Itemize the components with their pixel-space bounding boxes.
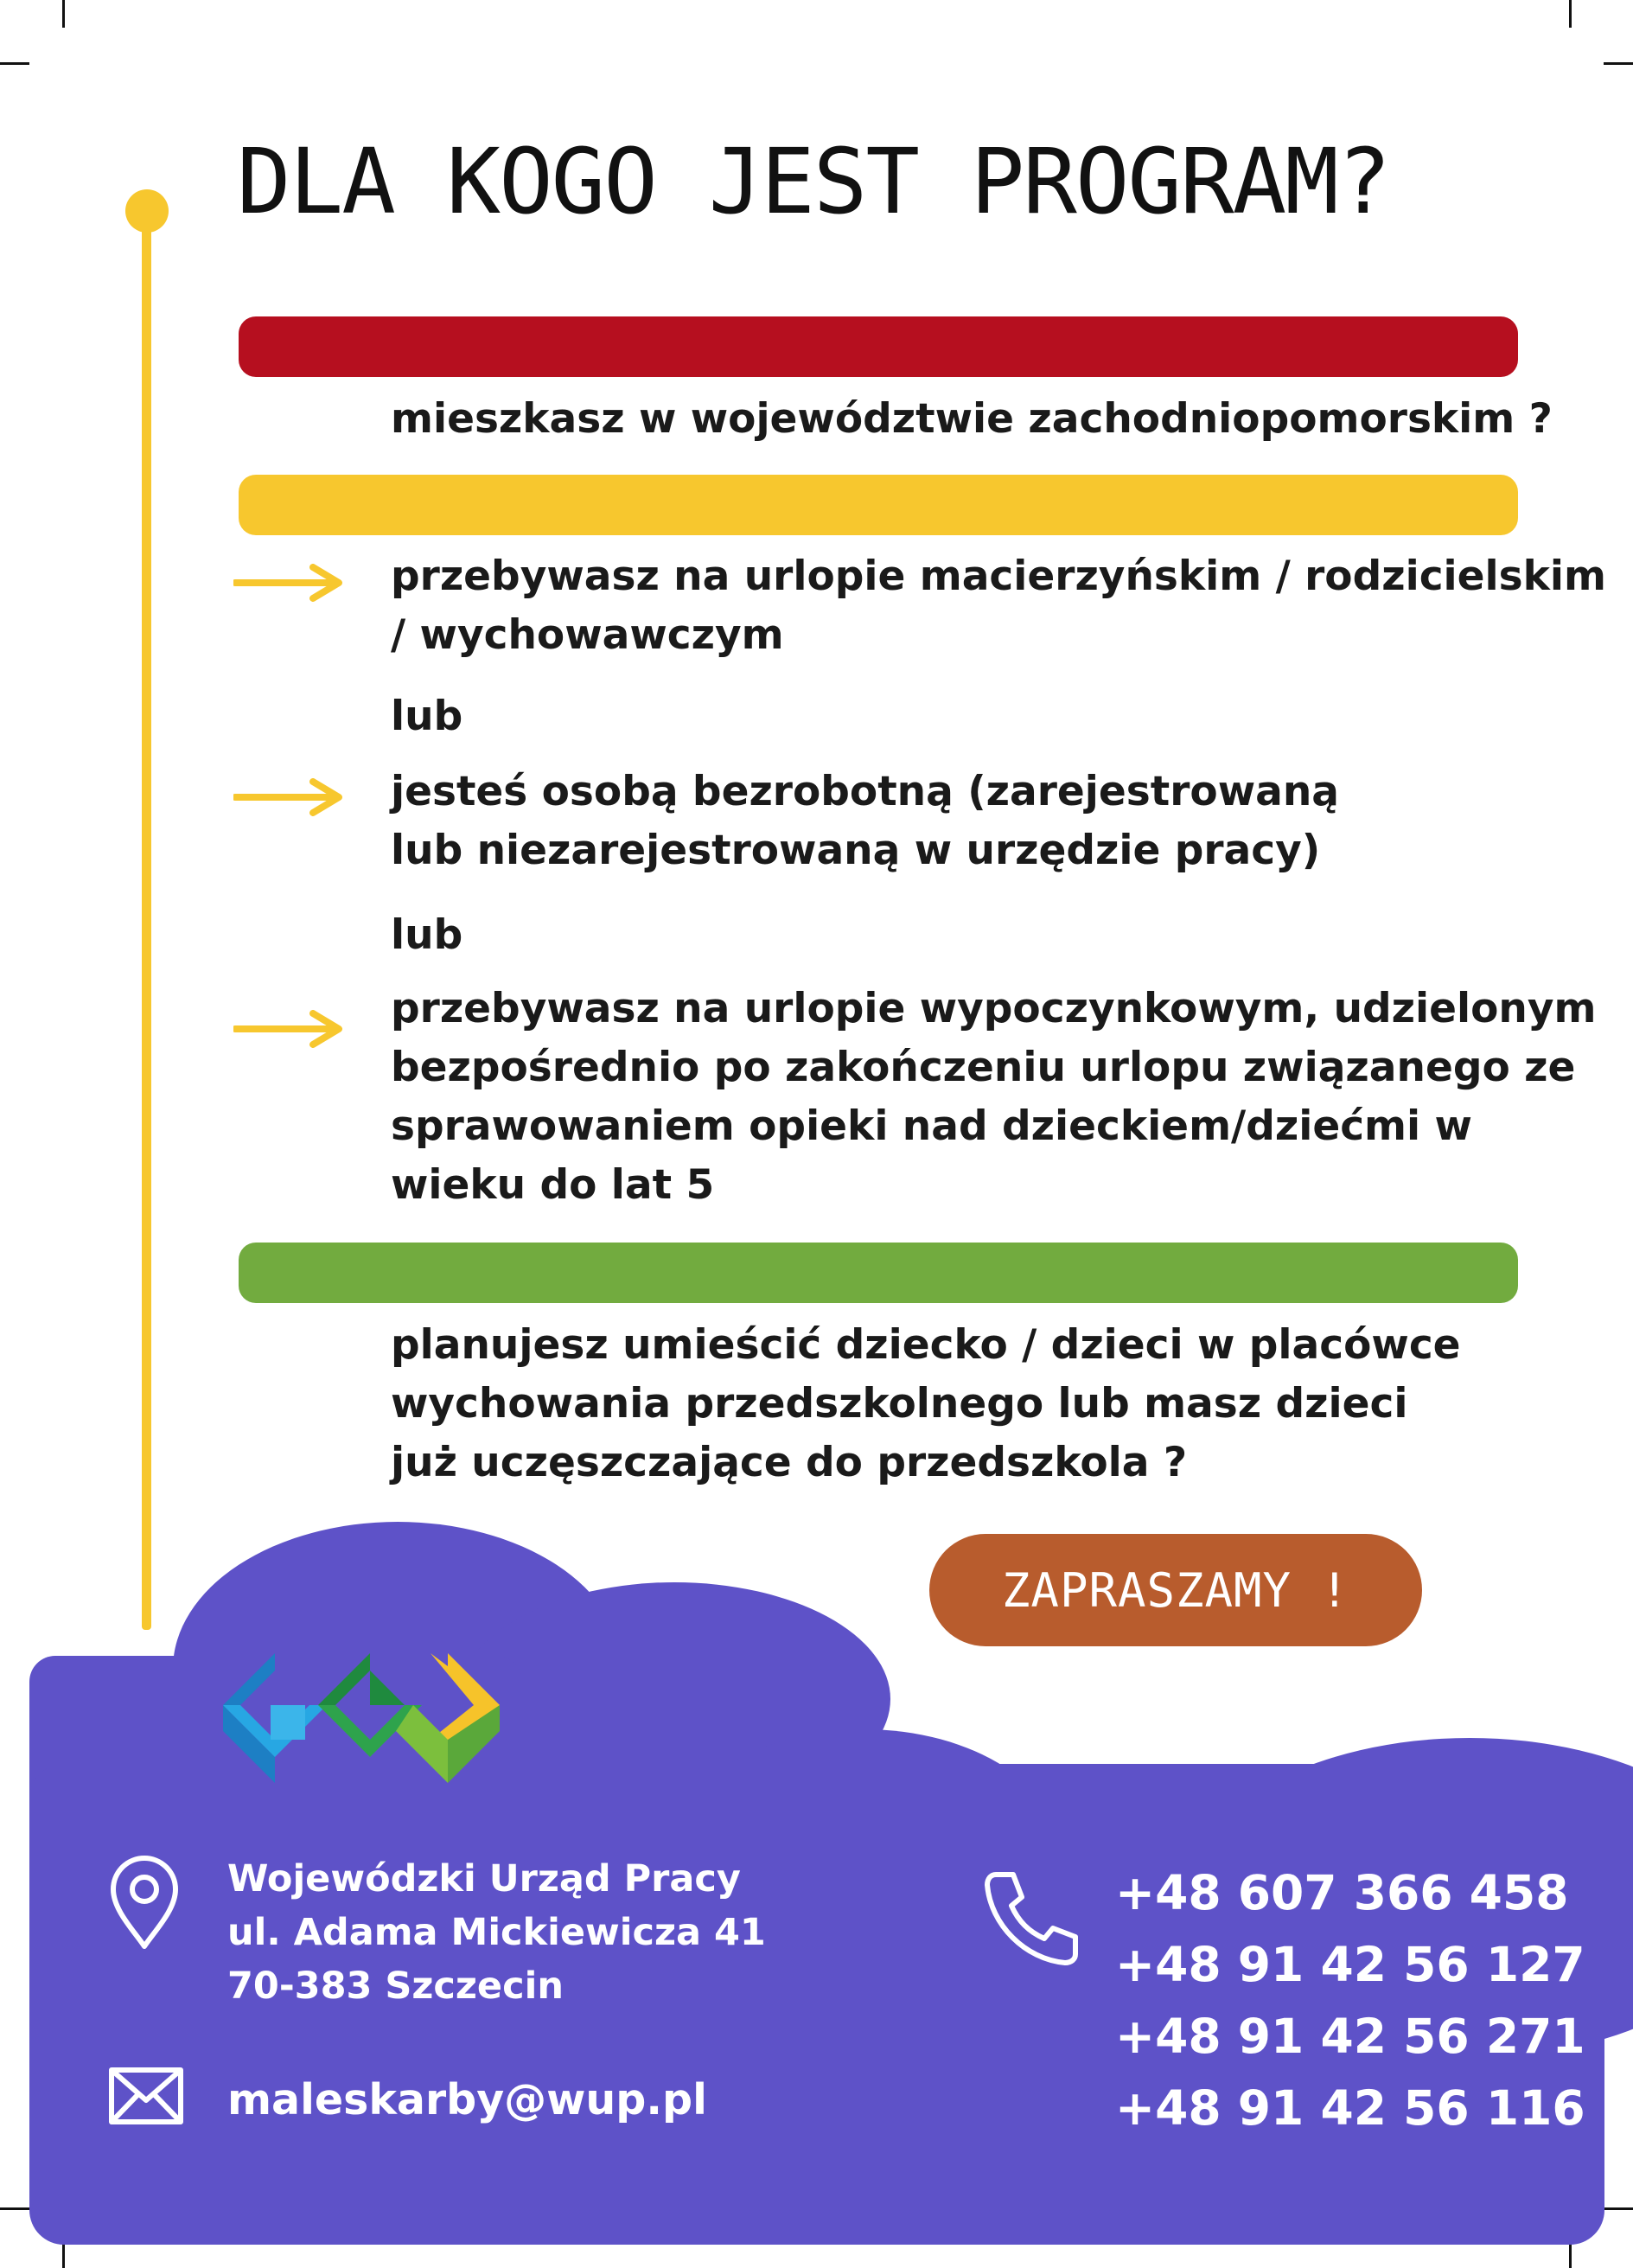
phone-number[interactable]: +48 91 42 56 271: [1115, 2009, 1585, 2064]
childcare-criterion-line-1: planujesz umieścić dziecko / dzieci w placówce: [391, 1321, 1461, 1369]
status-vacation-line-4: wieku do lat 5: [391, 1161, 715, 1209]
phone-number[interactable]: +48 607 366 458: [1115, 1865, 1569, 1920]
or-separator: lub: [391, 911, 463, 959]
or-separator: lub: [391, 693, 463, 740]
wup-logo: [223, 1653, 517, 1792]
city-address: 70-383 Szczecin: [227, 1965, 564, 2008]
location-pin-icon: [108, 1855, 182, 1952]
envelope-icon: [109, 2067, 183, 2124]
page-title: DLA KOGO JEST PROGRAM?: [237, 129, 1390, 234]
status-maternity-line-2: / wychowawczym: [391, 611, 784, 659]
status-maternity-line-1: przebywasz na urlopie macierzyńskim / rodzicielskim: [391, 553, 1606, 600]
residence-criterion: mieszkasz w województwie zachodniopomorskim ?: [391, 395, 1553, 443]
childcare-criterion-line-3: już uczęszczające do przedszkola ?: [391, 1439, 1188, 1486]
status-unemployed-line-1: jesteś osobą bezrobotną (zarejestrowaną: [391, 768, 1340, 815]
childcare-criterion-line-2: wychowania przedszkolnego lub masz dzieci: [391, 1380, 1408, 1428]
phone-icon: [982, 1868, 1081, 1967]
status-vacation-line-1: przebywasz na urlopie wypoczynkowym, udzielonym: [391, 985, 1597, 1032]
phone-list: [1115, 1857, 1585, 2144]
phone-number[interactable]: +48 91 42 56 116: [1115, 2080, 1585, 2136]
invite-button[interactable]: ZAPRASZAMY !: [929, 1534, 1422, 1646]
status-unemployed-line-2: lub niezarejestrowaną w urzędzie pracy): [391, 827, 1321, 874]
address-block: [227, 1852, 766, 2013]
street-address: ul. Adama Mickiewicza 41: [227, 1911, 766, 1954]
email-link[interactable]: maleskarby@wup.pl: [227, 2075, 707, 2124]
office-name: Wojewódzki Urząd Pracy: [227, 1857, 741, 1901]
status-vacation-line-2: bezpośrednio po zakończeniu urlopu związanego ze: [391, 1044, 1576, 1091]
status-vacation-line-3: sprawowaniem opieki nad dzieckiem/dziećmi w: [391, 1102, 1472, 1150]
phone-number[interactable]: +48 91 42 56 127: [1115, 1937, 1585, 1992]
